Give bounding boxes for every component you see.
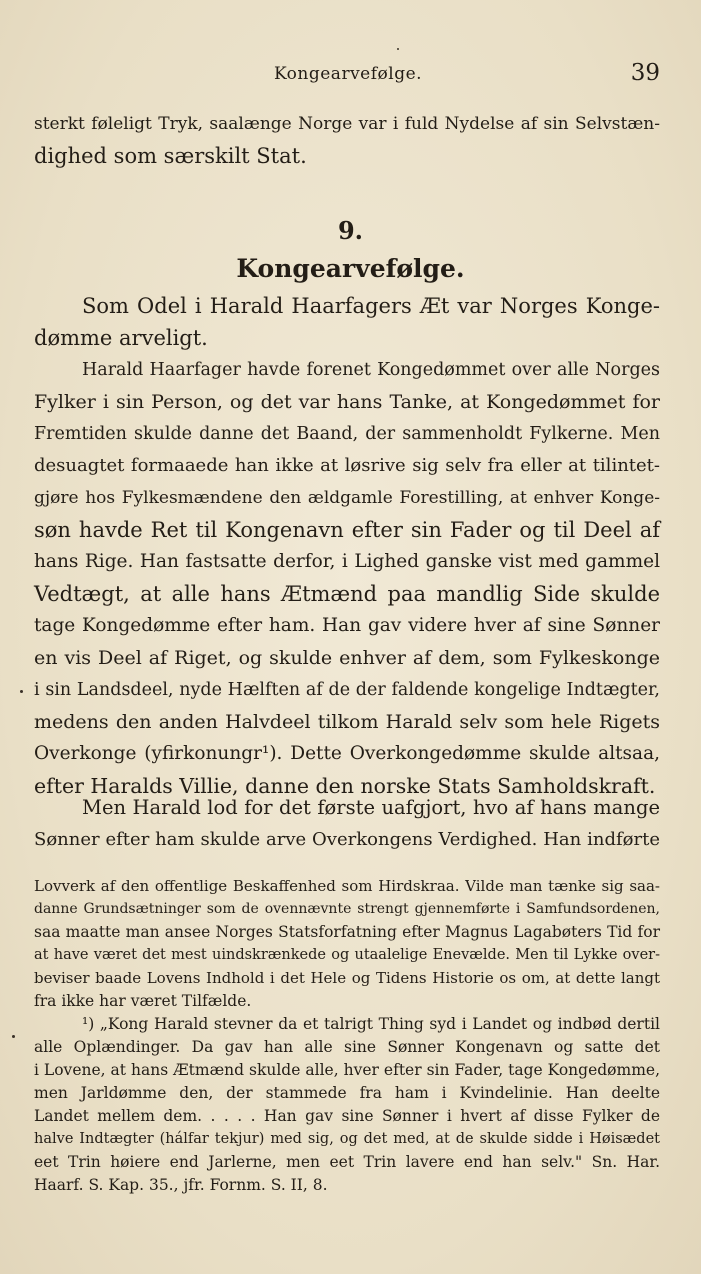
footnote-line: Landet mellem dem. . . . . Han gav sine Sønner i hvert af disse Fylker de [34, 1107, 660, 1125]
paragraph-line: efter Haralds Villie, danne den norske Stats Samholdskraft. [34, 774, 656, 798]
paragraph-line: hans Rige. Han fastsatte derfor, i Lighed ganske vist med gammel [34, 551, 660, 572]
footnote-line: beviser baade Lovens Indhold i det Hele og Tidens Historie os om, at dette langt [34, 969, 660, 987]
footnote-line: fra ikke har været Tilfælde. [34, 992, 252, 1010]
paragraph-line: en vis Deel af Riget, og skulde enhver af dem, som Fylkeskonge [34, 647, 660, 669]
paragraph-line: Men Harald lod for det første uafgjort, hvo af hans mange [82, 796, 660, 819]
footnote-line: halve Indtægter (hálfar tekjur) med sig, og det med, at de skulde sidde i Høisædet [34, 1131, 660, 1147]
footnote-line: i Lovene, at hans Ætmænd skulde alle, hver efter sin Fader, tage Kongedømme, [34, 1061, 660, 1079]
running-title: Kongearvefølge. [273, 64, 423, 84]
section-number: 9. [337, 216, 364, 245]
paragraph-line: desuagtet formaaede han ikke at løsrive sig selv fra eller at tilintet- [34, 455, 660, 476]
paragraph-line: Fylker i sin Person, og det var hans Tanke, at Kongedømmet for [34, 391, 660, 413]
paragraph-line: Sønner efter ham skulde arve Overkongens Verdighed. Han indførte [34, 829, 660, 850]
paragraph-line: i sin Landsdeel, nyde Hælften af de der faldende kongelige Indtægter, [34, 680, 660, 700]
footnote-line: ¹) „Kong Harald stevner da et talrigt Thing syd i Landet og indbød dertil [82, 1015, 660, 1033]
paper-speck [12, 1035, 15, 1038]
paragraph-line: Overkonge (yfirkonungr¹). Dette Overkongedømme skulde altsaa, [34, 743, 660, 764]
paragraph-line: Vedtægt, at alle hans Ætmænd paa mandlig Side skulde [34, 582, 660, 606]
carryover-line: dighed som særskilt Stat. [34, 144, 307, 168]
footnote-line: eet Trin høiere end Jarlerne, men eet Trin lavere end han selv." Sn. Har. [34, 1153, 660, 1171]
footnote-line: danne Grundsætninger som de ovennævnte strengt gjennemførte i Samfundsordenen, [34, 901, 660, 917]
paper-speck [397, 48, 399, 50]
footnote-line: saa maatte man ansee Norges Statsforfatning efter Magnus Lagabøters Tid for [34, 923, 660, 941]
footnote-line: men Jarldømme den, der stammede fra ham i Kvindelinie. Han deelte [34, 1084, 660, 1102]
paper-speck [20, 690, 23, 693]
paragraph-line: medens den anden Halvdeel tilkom Harald selv som hele Rigets [34, 711, 660, 733]
footnote-line: Lovverk af den offentlige Beskaffenhed som Hirdskraa. Vilde man tænke sig saa- [34, 877, 660, 895]
paragraph-line: Som Odel i Harald Haarfagers Æt var Norges Konge- [82, 294, 660, 318]
footnote-line: at have været det mest uindskrænkede og utaalelige Enevælde. Men til Lykke over- [34, 947, 660, 963]
paragraph-line: gjøre hos Fylkesmændene den ældgamle Forestilling, at enhver Konge- [34, 488, 660, 508]
running-head [34, 60, 662, 90]
paragraph-line: Fremtiden skulde danne det Baand, der sammenholdt Fylkerne. Men [34, 424, 660, 444]
paragraph-line: dømme arveligt. [34, 326, 208, 350]
section-title: Kongearvefølge. [236, 254, 465, 283]
footnote-line: alle Oplændinger. Da gav han alle sine Sønner Kongenavn og satte det [34, 1038, 660, 1056]
page-number: 39 [630, 60, 660, 86]
carryover-line: sterkt føleligt Tryk, saalænge Norge var i fuld Nydelse af sin Selvstæn- [34, 114, 660, 134]
paragraph-line: søn havde Ret til Kongenavn efter sin Fader og til Deel af [34, 518, 660, 542]
footnote-line: Haarf. S. Kap. 35., jfr. Fornm. S. II, 8. [34, 1176, 328, 1194]
paragraph-line: tage Kongedømme efter ham. Han gav videre hver af sine Sønner [34, 615, 660, 636]
paragraph-line: Harald Haarfager havde forenet Kongedømmet over alle Norges [82, 360, 660, 380]
